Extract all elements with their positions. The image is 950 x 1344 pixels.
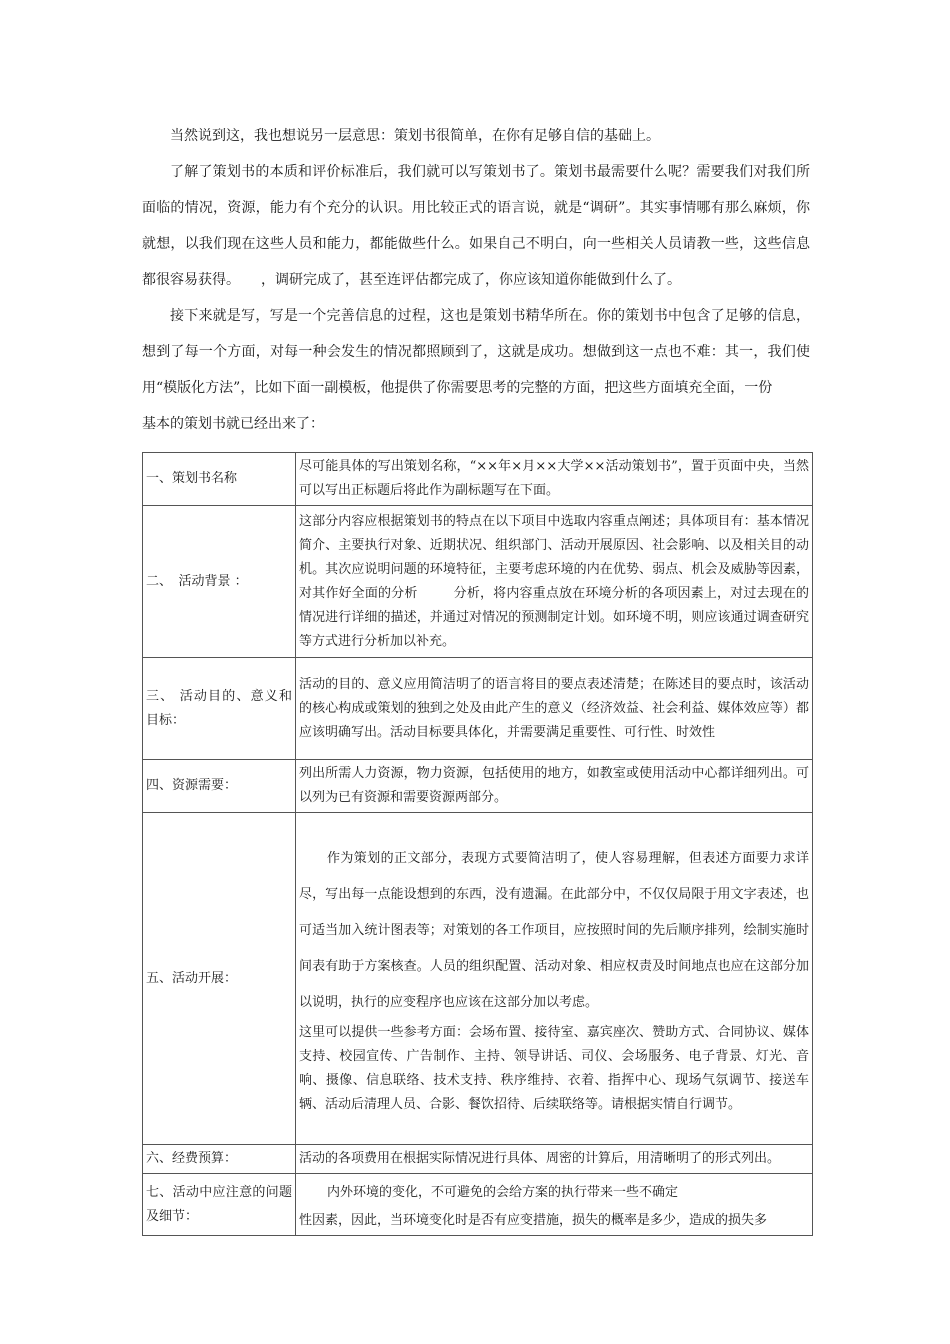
row-content-part: 这部分内容应根据策划书的特点在以下项目中选取内容重点阐述；具体项目有：基本情况简介、主要执行对象、近期状况、组织部门、活动开展原因、社会影响、以及相关目的动机。其次应说明问题的环境特征，主要考虑环境的内在优势、弱点、机会及威胁等因素，对其作好全面的分析 [299, 513, 809, 601]
row-content-part: 内外环境的变化，不可避免的会给方案的执行带来一些不确定 [327, 1184, 679, 1200]
row-content [296, 813, 813, 1145]
row-content: 尽可能具体的写出策划名称，“××年×月××大学××活动策划书”，置于页面中央，当然可以写出正标题后将此作为副标题写在下面。 [296, 453, 813, 506]
row-label: 二、 活动背景 ： [143, 506, 296, 658]
table-row [143, 760, 813, 813]
row-content: 活动的目的、意义应用简洁明了的语言将目的要点表述清楚；在陈述目的要点时，该活动的核心构成或策划的独到之处及由此产生的意义（经济效益、社会利益、媒体效应等）都应该明确写出。活动目标要具体化，并需要满足重要性、可行性、时效性 [296, 658, 813, 760]
row-content [296, 1174, 813, 1236]
row-content-part: 性因素，因此，当环境变化时是否有应变措施，损失的概率是多少，造成的损失多 [299, 1212, 768, 1228]
table-row [143, 453, 813, 506]
table-row [143, 813, 813, 1145]
row-content-part: 分析，将内容重点放在环境分析的各项因素上，对过去现在的情况进行详细的描述，并通过对情况的预测制定计划。如环境不明，则应该通过调查研究等方式进行分析加以补充。 [299, 585, 809, 649]
row-label: 六、经费预算： [143, 1145, 296, 1174]
row-content-part: 这里可以提供一些参考方面：会场布置、接待室、嘉宾座次、赞助方式、合同协议、媒体支持、校园宣传、广告制作、主持、领导讲话、司仪、会场服务、电子背景、灯光、音响、摄像、信息联络、技术支持、秩序维持、衣着、指挥中心、现场气氛调节、接送车辆、活动后清理人员、合影、餐饮招待、后续联络等。请根据实情自行调节。 [299, 1024, 809, 1112]
intro-paragraph-4: 基本的策划书就已经出来了： [142, 416, 324, 432]
plan-template-table [142, 452, 813, 1236]
row-label: 一、策划书名称 [143, 453, 296, 506]
intro-text [142, 118, 810, 442]
row-label: 三、 活动目的、意义和目标： [143, 658, 296, 760]
row-content [296, 506, 813, 658]
table-row [143, 1174, 813, 1236]
intro-paragraph-2: 了解了策划书的本质和评价标准后，我们就可以写策划书了。策划书最需要什么呢？需要我们对我们所面临的情况，资源，能力有个充分的认识。用比较正式的语言说，就是“调研”。其实事情哪有那么麻烦，你就想，以我们现在这些人员和能力，都能做些什么。如果自己不明白，向一些相关人员请教一些，这些信息都很容易获得。 ，调研完成了，甚至连评估都完成了，你应该知道你能做到什么了。 [142, 164, 810, 288]
table-row [143, 1145, 813, 1174]
intro-paragraph-1: 当然说到这，我也想说另一层意思：策划书很简单，在你有足够自信的基础上。 [170, 128, 660, 144]
row-label: 五、活动开展： [143, 813, 296, 1145]
row-content: 列出所需人力资源，物力资源，包括使用的地方，如教室或使用活动中心都详细列出。可以列为已有资源和需要资源两部分。 [296, 760, 813, 813]
intro-paragraph-3: 接下来就是写，写是一个完善信息的过程，这也是策划书精华所在。你的策划书中包含了足够的信息，想到了每一个方面，对每一种会发生的情况都照顾到了，这就是成功。想做到这一点也不难：其一，我们使用“模版化方法”，比如下面一副模板，他提供了你需要思考的完整的方面，把这些方面填充全面，一份 [142, 308, 810, 396]
row-label: 四、资源需要： [143, 760, 296, 813]
row-label: 七、活动中应注意的问题及细节： [143, 1174, 296, 1236]
table-row [143, 658, 813, 760]
row-content: 活动的各项费用在根据实际情况进行具体、周密的计算后，用清晰明了的形式列出。 [296, 1145, 813, 1174]
row-content-part: 作为策划的正文部分，表现方式要简洁明了，使人容易理解，但表述方面要力求详尽，写出每一点能设想到的东西，没有遗漏。在此部分中，不仅仅局限于用文字表述，也可适当加入统计图表等；对策划的各工作项目，应按照时间的先后顺序排列，绘制实施时间表有助于方案核查。人员的组织配置、活动对象、相应权责及时间地点也应在这部分加以说明，执行的应变程序也应该在这部分加以考虑。 [299, 850, 809, 1010]
table-row [143, 506, 813, 658]
